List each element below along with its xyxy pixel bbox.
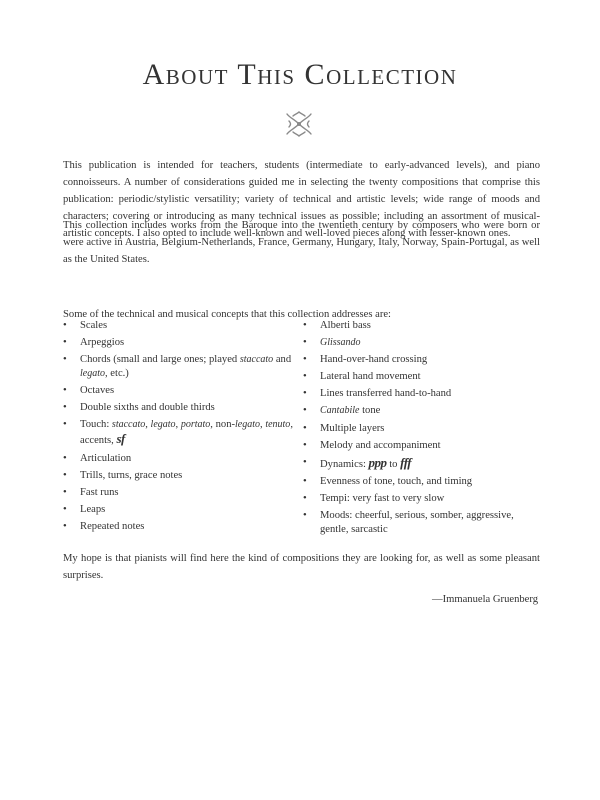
- list-item: • Articulation: [63, 452, 293, 466]
- list-item: • Tempi: very fast to very slow: [303, 492, 543, 506]
- list-item: • Arpeggios: [63, 336, 293, 350]
- list-item: • Fast runs: [63, 486, 293, 500]
- fleuron-ornament-icon: [284, 110, 314, 138]
- list-item: • Melody and accompaniment: [303, 439, 543, 453]
- concepts-list-right: [303, 319, 543, 540]
- list-item: • Evenness of tone, touch, and timing: [303, 475, 543, 489]
- list-item: • Moods: cheerful, serious, somber, aggressive, gentle, sarcastic: [303, 509, 543, 537]
- list-item: • Trills, turns, grace notes: [63, 469, 293, 483]
- intro-paragraph: This publication is intended for teachers, students (intermediate to early-advanced levels), and piano connoisseurs. A number of considerations guided me in selecting the twenty compositions that comprise this publication: periodic/stylistic versatility; variety of technical and artistic levels; wide range of moods and characters; covering or introducing as many technical issues as possible; including an assortment of musical-artistic concepts. I also opted to include well-known and well-loved pieces along with lesser-known ones.: [63, 160, 540, 239]
- list-item: • Lines transferred hand-to-hand: [303, 387, 543, 401]
- composers-paragraph: This collection includes works from the Baroque into the twentieth century by composers who were born or were active in Austria, Belgium-Netherlands, France, Germany, Hungary, Italy, Norway, Spain-Portugal, as well as the United States.: [63, 220, 540, 265]
- dynamic-fff-mark: fff: [400, 454, 412, 470]
- list-item: • Repeated notes: [63, 520, 293, 534]
- page-title: About This Collection: [142, 58, 458, 91]
- list-item: • Leaps: [63, 503, 293, 517]
- list-item: • Lateral hand movement: [303, 370, 543, 384]
- concepts-intro: Some of the technical and musical concepts that this collection addresses are:: [63, 309, 392, 320]
- list-item: • Alberti bass: [303, 319, 543, 333]
- dynamic-ppp-mark: ppp: [368, 454, 387, 470]
- concepts-list-left: [63, 319, 293, 537]
- list-item: • Hand-over-hand crossing: [303, 353, 543, 367]
- list-item: • Dynamics: ppp to fff: [303, 456, 543, 472]
- list-item: • Glissando: [303, 336, 543, 350]
- sforzando-mark: sf: [116, 431, 125, 447]
- closing-paragraph: My hope is that pianists will find here the kind of compositions they are looking for, as well as some pleasant surprises.: [63, 553, 540, 581]
- list-item: • Chords (small and large ones; played staccato and legato, etc.): [63, 353, 293, 381]
- list-item: • Double sixths and double thirds: [63, 401, 293, 415]
- author-signature: —Immanuela Gruenberg: [432, 594, 538, 605]
- list-item: • Cantabile tone: [303, 404, 543, 418]
- list-item: • Octaves: [63, 384, 293, 398]
- list-item: • Touch: staccato, legato, portato, non-legato, tenuto, accents, sf: [63, 418, 293, 448]
- list-item: • Multiple layers: [303, 422, 543, 436]
- list-item: • Scales: [63, 319, 293, 333]
